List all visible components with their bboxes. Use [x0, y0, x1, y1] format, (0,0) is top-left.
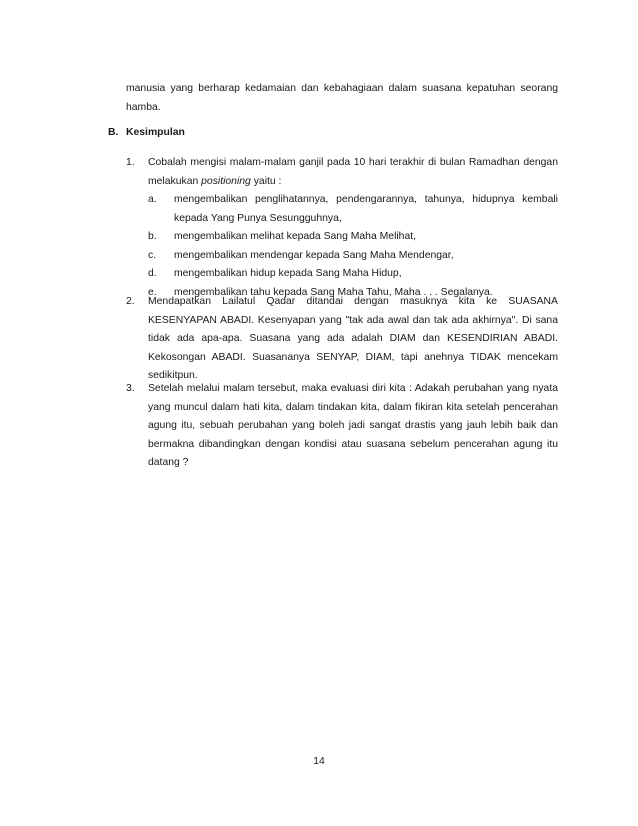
sublist-item-c: [148, 247, 558, 266]
sublist-text: mengembalikan tahu kepada Sang Maha Tahu, Maha . . . Segalanya.: [174, 286, 493, 298]
list-item-1: [126, 154, 558, 302]
section-title: Kesimpulan: [126, 127, 185, 138]
list-item-text: Cobalah mengisi malam-malam ganjil pada 10 hari terakhir di bulan Ramadhan dengan melakukan: [148, 157, 558, 187]
section-letter: B.: [108, 127, 119, 138]
emphasis-text: positioning: [201, 175, 251, 187]
sublist-text: mengembalikan penglihatannya, pendengarannya, tahunya, hidupnya kembali kepada Yang Punya Sesungguhnya,: [174, 194, 558, 224]
sublist-letter: e.: [148, 286, 157, 298]
sublist-letter: c.: [148, 249, 157, 261]
sublist-text: mengembalikan melihat kepada Sang Maha Melihat,: [174, 231, 417, 242]
sublist-letter: b.: [148, 231, 157, 242]
sublist-text: mengembalikan hidup kepada Sang Maha Hidup,: [174, 268, 402, 279]
list-item-text: Setelah melalui malam tersebut, maka evaluasi diri kita : Adakah perubahan yang nyata yang muncul dalam hati kita, dalam tindakan kita, dalam fikiran kita setelah pencerahan agung itu, sebuah perubahan yang boleh jadi sangat drastis yang jauh lebih baik dan bermakna dibandingkan dengan kondisi atau suasana sebelum pencerahan agung itu datang ?: [148, 383, 558, 468]
sublist-letter: a.: [148, 194, 157, 205]
section-heading: [108, 124, 185, 142]
sublist-item-b: [148, 228, 558, 247]
page-number: 14: [313, 756, 325, 767]
list-item-number: 2.: [126, 296, 135, 307]
sublist: [148, 191, 558, 302]
list-item-3: [126, 380, 558, 473]
list-item-number: 1.: [126, 157, 135, 168]
sublist-letter: d.: [148, 268, 157, 279]
sublist-item-a: [148, 191, 558, 228]
sublist-item-d: [148, 265, 558, 284]
list-item-2: [126, 293, 558, 386]
list-item-text-tail: yaitu :: [250, 175, 282, 187]
list-item-text: Mendapatkan Lailatul Qadar ditandai dengan masuknya kita ke SUASANA KESENYAPAN ABADI. Kesenyapan yang "tak ada awal dan tak ada akhirnya". Di sana tidak ada apa-apa. Suasana yang ada adalah DIAM dan KESENDIRIAN ABADI. Kekosongan ABADI. Suasananya SENYAP, DIAM, tapi anehnya TIDAK mencekam sedikitpun.: [148, 296, 558, 381]
intro-paragraph: manusia yang berharap kedamaian dan kebahagiaan dalam suasana kepatuhan seorang hamba.: [126, 83, 558, 113]
sublist-text: mengembalikan mendengar kepada Sang Maha Mendengar,: [174, 249, 454, 261]
list-item-number: 3.: [126, 383, 135, 394]
